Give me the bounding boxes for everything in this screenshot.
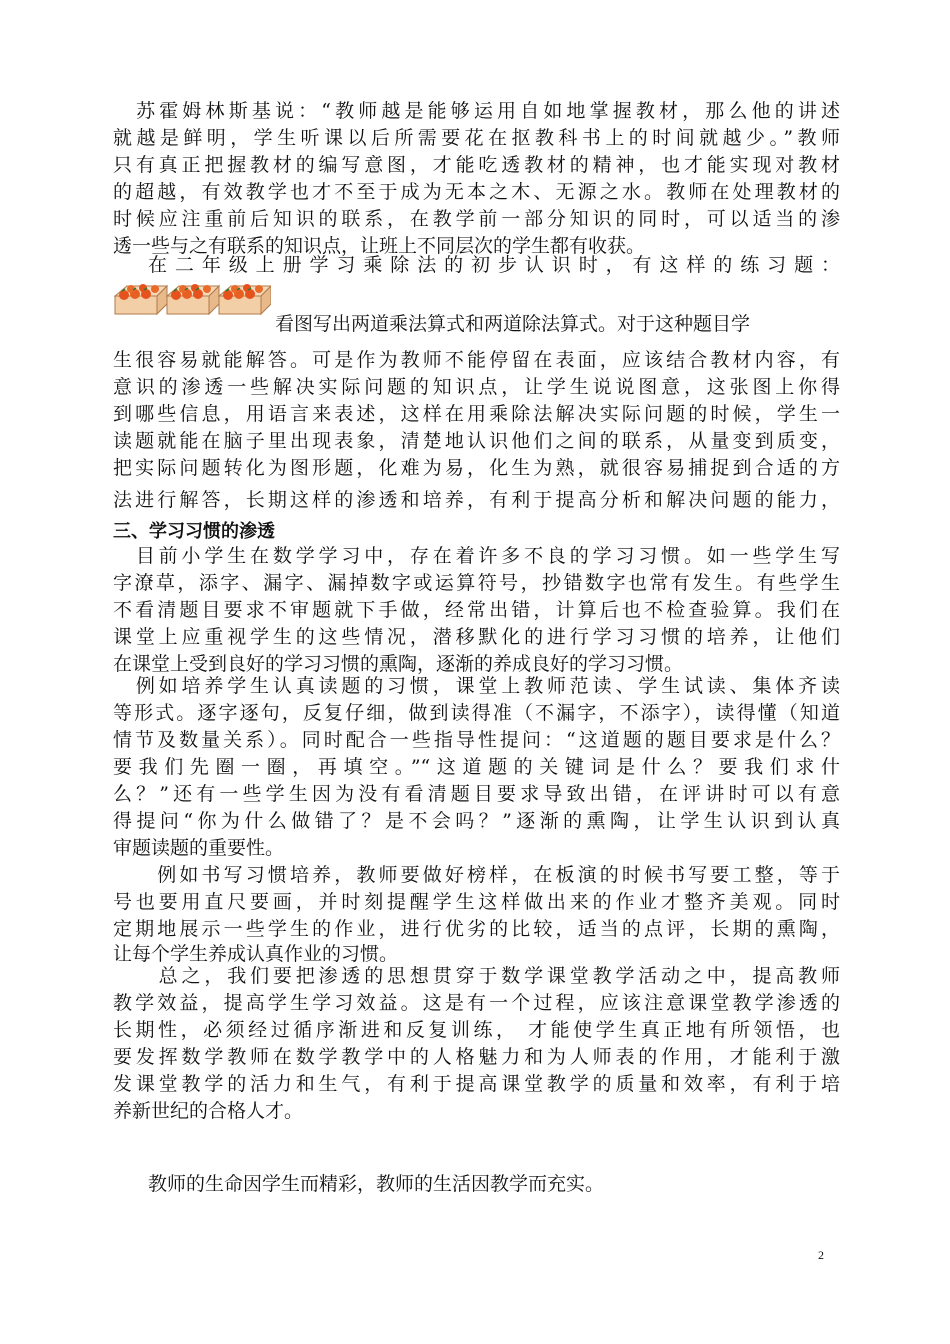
p6-line-2: 教学效益，提高学生学习效益。这是有一个过程，应该注意课堂教学渗透的 (113, 992, 840, 1014)
p5-line-1: 例如书写习惯培养，教师要做好榜样，在板演的时候书写要工整，等于 (113, 864, 840, 886)
p4-line-7: 审题读题的重要性。 (113, 837, 285, 859)
p3-line-1: 目前小学生在数学学习中，存在着许多不良的学习习惯。如一些学生写 (113, 545, 840, 567)
p4-line-5: 么？”还有一些学生因为没有看清题目要求导致出错，在评讲时可以有意 (113, 783, 840, 805)
p4-line-6: 得提问“你为什么做错了？是不会吗？”逐渐的熏陶，让学生认识到认真 (113, 810, 840, 832)
p5-line-2: 号也要用直尺要画，并时刻提醒学生这样做出来的作业才整齐美观。同时 (113, 891, 840, 913)
p4-line-3: 情节及数量关系）。同时配合一些指导性提问：“这道题的题目要求是什么？ (113, 729, 840, 751)
p2-line-6: 法进行解答，长期这样的渗透和培养，有利于提高分析和解决问题的能力， (113, 489, 840, 511)
page-number: 2 (818, 1248, 824, 1262)
p3-line-3: 不看清题目要求不审题就下手做，经常出错，计算后也不检查验算。我们在 (113, 599, 840, 621)
p6-line-4: 要发挥数学教师在数学教学中的人格魅力和为人师表的作用，才能利于激 (113, 1046, 840, 1068)
p6-line-5: 发课堂教学的活力和生气，有利于提高课堂教学的质量和效率，有利于培 (113, 1073, 840, 1095)
p1-line-6: 透一些与之有联系的知识点，让班上不同层次的学生都有收获。 (113, 235, 646, 257)
p6-line-6: 养新世纪的合格人才。 (113, 1100, 304, 1122)
p6-line-1: 总之，我们要把渗透的思想贯穿于数学课堂教学活动之中，提高教师 (113, 965, 840, 987)
p3-line-2: 字潦草，添字、漏字、漏掉数字或运算符号，抄错数字也常有发生。有些学生 (113, 572, 840, 594)
p3-line-4: 课堂上应重视学生的这些情况，潜移默化的进行学习习惯的培养，让他们 (113, 626, 840, 648)
p2-line-5: 把实际问题转化为图形题，化难为易，化生为熟，就很容易捕捉到合适的方 (113, 457, 840, 479)
closing-sentence: 教师的生命因学生而精彩，教师的生活因教学而充实。 (148, 1173, 605, 1195)
p1-line-2: 就越是鲜明，学生听课以后所需要花在抠教科书上的时间就越少。”教师 (113, 127, 840, 149)
p2-after-image-line: 看图写出两道乘法算式和两道除法算式。对于这种题目学 (275, 313, 751, 335)
p4-line-4: 要我们先圈一圈，再填空。”“这道题的关键词是什么？要我们求什 (113, 756, 840, 778)
p2-line-3: 到哪些信息，用语言来表述，这样在用乘除法解决实际问题的时候，学生一 (113, 403, 840, 425)
p1-line-4: 的超越，有效教学也才不至于成为无本之木、无源之水。教师在处理教材的 (113, 181, 840, 203)
p4-line-1: 例如培养学生认真读题的习惯，课堂上教师范读、学生试读、集体齐读 (113, 675, 840, 697)
section-heading: 三、学习习惯的渗透 (113, 521, 275, 542)
persimmon-trays-illustration (113, 284, 271, 324)
p2-line-4: 读题就能在脑子里出现表象，清楚地认识他们之间的联系，从量变到质变， (113, 430, 840, 452)
p3-line-5: 在课堂上受到良好的学习习惯的熏陶，逐渐的养成良好的学习习惯。 (113, 653, 684, 675)
p5-line-3: 定期地展示一些学生的作业，进行优劣的比较，适当的点评，长期的熏陶， (113, 918, 840, 940)
p2-intro-line: 在二年级上册学习乘除法的初步认识时，有这样的练习题： (148, 254, 840, 276)
p1-line-1: 苏霍姆林斯基说：“教师越是能够运用自如地掌握教材，那么他的讲述 (113, 100, 840, 122)
p6-line-3: 长期性，必须经过循序渐进和反复训练， 才能使学生真正地有所领悟，也 (113, 1019, 840, 1041)
p4-line-2: 等形式。逐字逐句，反复仔细，做到读得准（不漏字，不添字），读得懂（知道 (113, 702, 840, 724)
p1-line-5: 时候应注重前后知识的联系，在教学前一部分知识的同时，可以适当的渗 (113, 208, 840, 230)
p1-line-3: 只有真正把握教材的编写意图，才能吃透教材的精神，也才能实现对教材 (113, 154, 840, 176)
p2-line-2: 意识的渗透一些解决实际问题的知识点，让学生说说图意，这张图上你得 (113, 376, 840, 398)
p5-line-4: 让每个学生养成认真作业的习惯。 (113, 943, 399, 965)
p2-line-1: 生很容易就能解答。可是作为教师不能停留在表面，应该结合教材内容，有 (113, 349, 840, 371)
